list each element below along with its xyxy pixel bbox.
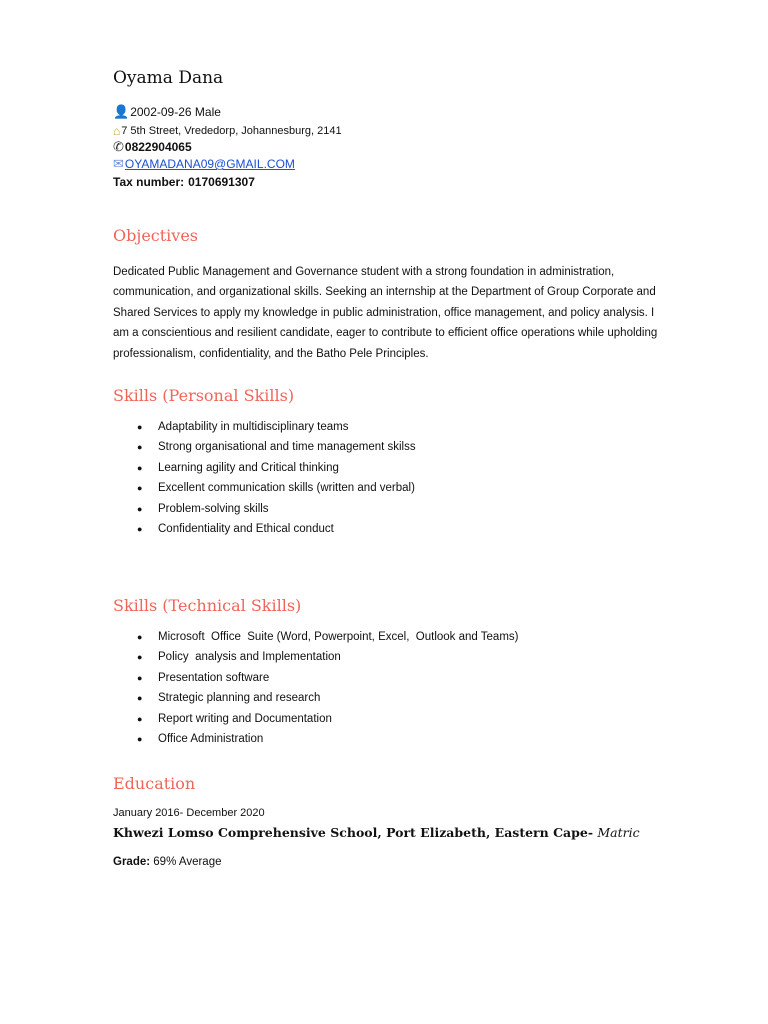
list-item: ● Confidentiality and Ethical conduct — [137, 523, 334, 536]
list-item: ● Excellent communication skills (written and verbal) — [137, 482, 415, 495]
list-item: ● Strong organisational and time management skilss — [137, 441, 416, 454]
grade-label: Grade: — [113, 856, 151, 868]
degree-name: Matric — [597, 825, 640, 840]
education-date: January 2016- December 2020 — [113, 807, 265, 819]
grade-value: 69% Average — [153, 856, 222, 868]
objectives-heading: Objectives — [113, 226, 199, 245]
school-name: Khwezi Lomso Comprehensive School, Port Elizabeth, Eastern Cape- — [113, 825, 594, 840]
list-item: ● Problem-solving skills — [137, 502, 269, 515]
list-item: ● Learning agility and Critical thinking — [137, 461, 339, 474]
person-icon: 👤 — [113, 104, 130, 119]
email-line — [113, 156, 295, 172]
phone-line — [113, 139, 192, 155]
tax-label: Tax number: — [113, 175, 185, 189]
candidate-name: Oyama Dana — [113, 68, 224, 88]
birth-gender-line — [113, 104, 221, 120]
list-item: ● Microsoft Office Suite (Word, Powerpoint, Excel, Outlook and Teams) — [137, 631, 519, 643]
technical-skills-heading: Skills (Technical Skills) — [113, 596, 302, 615]
list-item: ● Policy analysis and Implementation — [137, 651, 341, 664]
birth-gender-text: 2002-09-26 Male — [130, 105, 221, 119]
technical-skills-list — [113, 627, 518, 749]
personal-skills-list — [113, 417, 416, 539]
phone-text: 0822904065 — [124, 140, 192, 154]
tax-value: 0170691307 — [188, 175, 255, 189]
email-link[interactable]: OYAMADANA09@GMAIL.COM — [124, 157, 295, 171]
list-item: ● Adaptability in multidisciplinary teams — [137, 421, 349, 433]
list-item: ● Presentation software — [137, 671, 270, 684]
education-heading: Education — [113, 774, 196, 793]
objectives-text: Dedicated Public Management and Governance student with a strong foundation in administration, communication, and organizational skills. Seeking an internship at the Department of Group Corporate and Shared Services to apply my knowledge in public administration, office management, and policy analysis. I am a conscientious and resilient candidate, eager to contribute to efficient office operations while upholding professionalism, confidentiality, and the Batho Pele Principles. — [113, 266, 658, 360]
grade-line — [113, 856, 221, 868]
education-school — [113, 825, 640, 840]
address-text: 7 5th Street, Vrededorp, Johannesburg, 2141 — [121, 125, 342, 137]
list-item: ● Strategic planning and research — [137, 692, 321, 705]
home-icon: ⌂ — [113, 124, 121, 138]
address-line — [113, 123, 342, 139]
list-item: ● Report writing and Documentation — [137, 712, 332, 725]
personal-skills-heading: Skills (Personal Skills) — [113, 386, 295, 405]
phone-icon: ✆ — [113, 139, 124, 154]
list-item: ● Office Administration — [137, 733, 264, 746]
tax-line — [113, 174, 255, 190]
mail-icon: ✉ — [113, 156, 124, 171]
